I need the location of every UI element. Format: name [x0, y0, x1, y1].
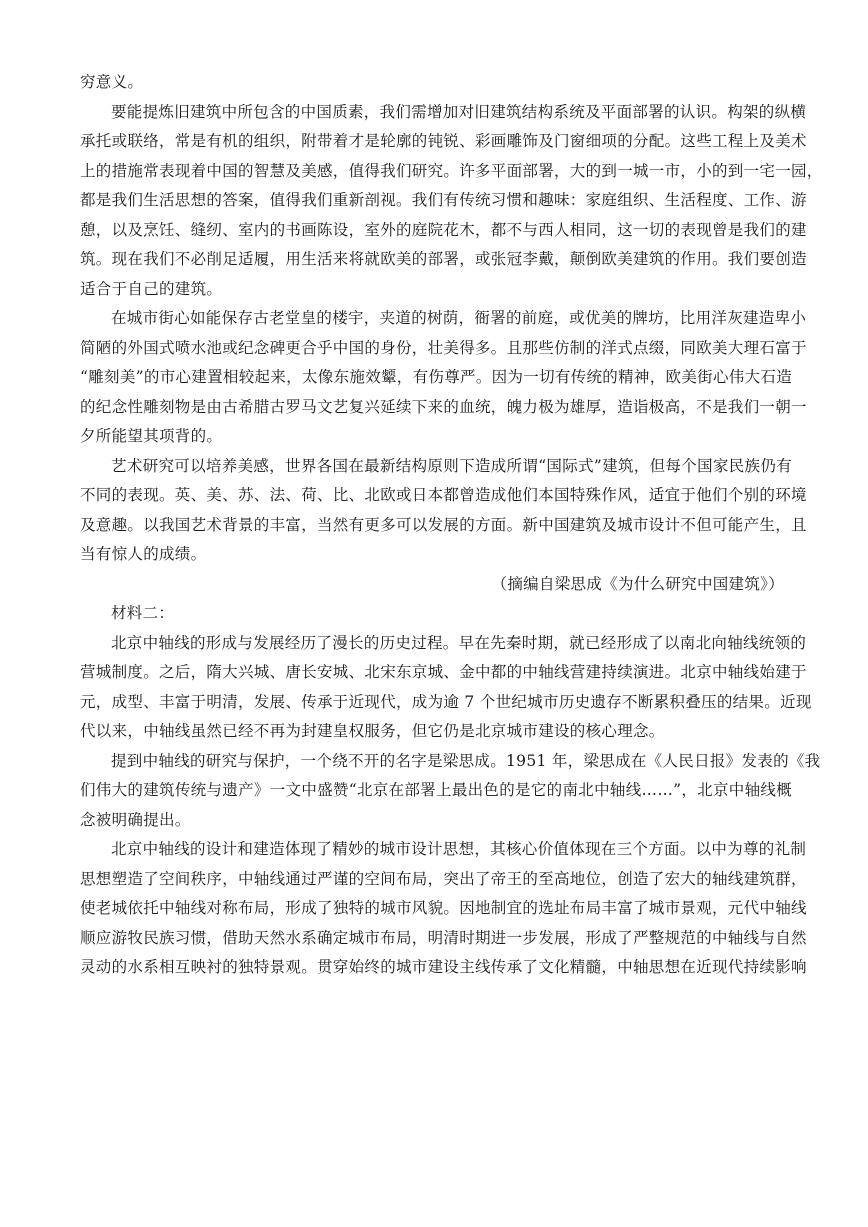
text-line: 提到中轴线的研究与保护，一个绕不开的名字是梁思成。1951 年，梁思成在《人民日报》发表的《我	[111, 751, 821, 770]
text-line: 艺术研究可以培养美感，世界各国在最新结构原则下造成所谓“国际式”建筑，但每个国家民族仍有	[111, 456, 792, 475]
text-line: 使老城依托中轴线对称布局，形成了独特的城市风貌。因地制宜的选址布局丰富了城市景观，元代中轴线	[80, 899, 807, 917]
text-line: 顺应游牧民族习惯，借助天然水系确定城市布局，明清时期进一步发展，形成了严整规范的中轴线与自然	[80, 928, 807, 947]
text-line: 北京中轴线的形成与发展经历了漫长的历史过程。早在先秦时期，就已经形成了以南北向轴线统领的	[111, 633, 807, 652]
text-line: 营城制度。之后，隋大兴城、唐长安城、北宋东京城、金中都的中轴线营建持续演进。北京中轴线始建于	[80, 663, 807, 681]
text-line: 要能提炼旧建筑中所包含的中国质素，我们需增加对旧建筑结构系统及平面部署的认识。构架的纵横	[111, 102, 807, 121]
text-line: 念被明确提出。	[80, 810, 191, 829]
text-line: “雕刻美”的市心建置相较起来，太像东施效颦，有伤尊严。因为一切有传统的精神，欧美街心伟大石造	[80, 368, 792, 386]
text-line: 在城市街心如能保存古老堂皇的楼宇，夹道的树荫，衙署的前庭，或优美的牌坊，比用洋灰建造卑小	[111, 309, 807, 327]
text-line: 思想塑造了空间秩序，中轴线通过严谨的空间布局，突出了帝王的至高地位，创造了宏大的轴线建筑群，	[80, 869, 807, 888]
text-line: 及意趣。以我国艺术背景的丰富，当然有更多可以发展的方面。新中国建筑及城市设计不但可能产生，且	[80, 515, 807, 534]
text-line: 适合于自己的建筑。	[80, 279, 223, 298]
text-line: 上的措施常表现着中国的智慧及美感，值得我们研究。许多平面部署，大的到一城一市，小的到一宅一园，	[80, 161, 823, 180]
document-page	[80, 68, 823, 983]
text-line: 筑。现在我们不必削足适履，用生活来将就欧美的部署，或张冠李戴，颠倒欧美建筑的作用。我们要创造	[80, 250, 807, 268]
text-line: 材料二：	[111, 604, 175, 622]
text-line: 不同的表现。英、美、苏、法、荷、比、北欧或日本都曾造成他们本国特殊作风，适宜于他们个别的环境	[80, 486, 807, 504]
text-line: 的纪念性雕刻物是由古希腊古罗马文艺复兴延续下来的血统，魄力极为雄厚，造诣极高，不是我们一朝一	[80, 397, 807, 416]
text-line: 北京中轴线的设计和建造体现了精妙的城市设计思想，其核心价值体现在三个方面。以中为尊的礼制	[111, 840, 807, 858]
text-line: 穷意义。	[80, 73, 144, 91]
text-line: 承托或联络，常是有机的组织，附带着才是轮廓的钝锐、彩画雕饰及门窗细项的分配。这些工程上及美术	[80, 132, 807, 150]
text-line: 简陋的外国式喷水池或纪念碑更合乎中国的身份，壮美得多。且那些仿制的洋式点缀，同欧美大理石富于	[80, 338, 807, 357]
text-line: 当有惊人的成绩。	[80, 545, 207, 563]
source-citation: （摘编自梁思成《为什么研究中国建筑》）	[491, 574, 784, 593]
text-line: 灵动的水系相互映衬的独特景观。贯穿始终的城市建设主线传承了文化精髓，中轴思想在近现代持续影响	[80, 958, 807, 976]
text-line: 憩，以及烹饪、缝纫、室内的书画陈设，室外的庭院花木，都不与西人相同，这一切的表现曾是我们的建	[80, 220, 807, 239]
text-line: 们伟大的建筑传统与遗产》一文中盛赞“北京在部署上最出色的是它的南北中轴线……”，北京中轴线概	[80, 781, 792, 799]
text-line: 元，成型、丰富于明清，发展、传承于近现代，成为逾 7 个世纪城市历史遗存不断累积叠压的结果。近现	[80, 692, 812, 711]
text-line: 夕所能望其项背的。	[80, 427, 223, 445]
text-line: 都是我们生活思想的答案，值得我们重新剖视。我们有传统习惯和趣味：家庭组织、生活程度、工作、游	[80, 191, 807, 209]
text-line: 代以来，中轴线虽然已经不再为封建皇权服务，但它仍是北京城市建设的核心理念。	[80, 722, 665, 740]
